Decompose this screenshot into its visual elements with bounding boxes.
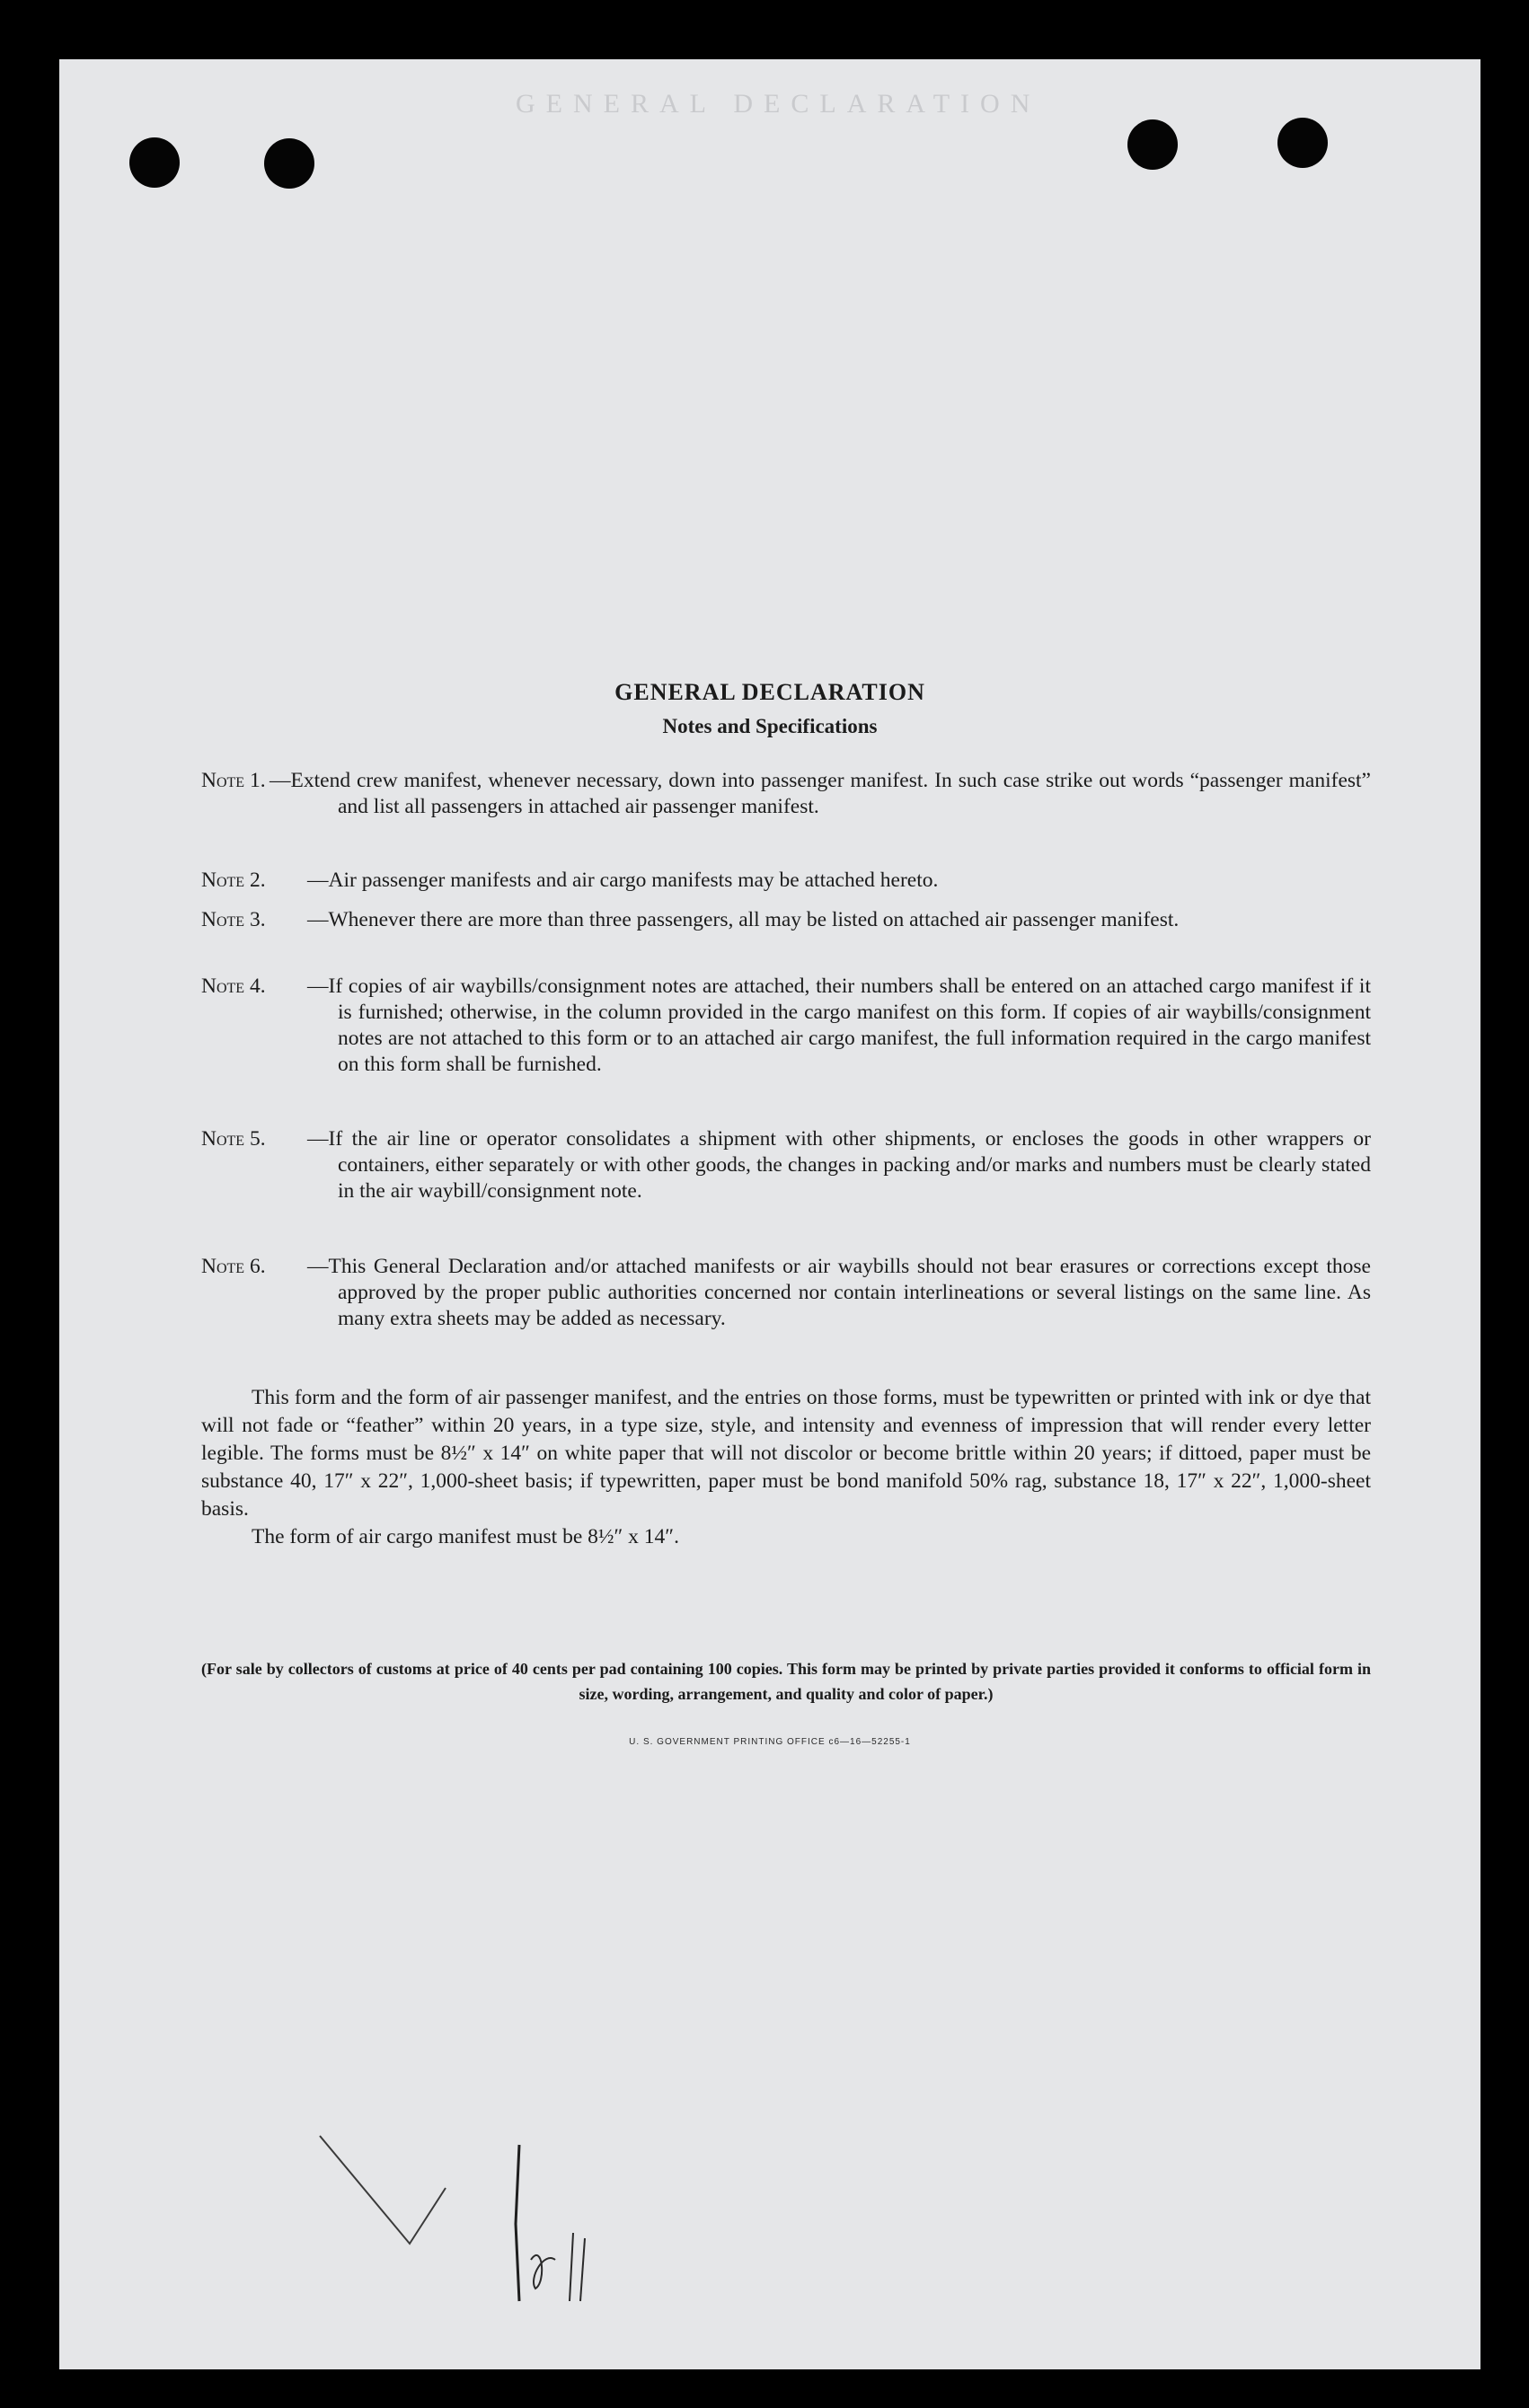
note-label: Note 4.: [201, 975, 266, 998]
page-title: GENERAL DECLARATION: [614, 679, 925, 705]
note-6: [201, 1254, 1371, 1332]
page-subtitle: Notes and Specifications: [662, 715, 878, 737]
bleed-through-heading: GENERAL DECLARATION: [516, 89, 1041, 119]
note-label: Note 6.: [201, 1255, 266, 1278]
note-text: —This General Declaration and/or attached manifests or air waybills should not bear erasures or corrections except those approved by the proper public authorities concerned nor contain interlineations or several listings on the same line. As many extra sheets may be added as necessary.: [307, 1255, 1371, 1330]
note-3: [201, 907, 1371, 933]
handwritten-signature: [311, 2125, 634, 2305]
note-5: [201, 1126, 1371, 1204]
notes-content: [59, 59, 1480, 2369]
note-text: —Air passenger manifests and air cargo manifests may be attached hereto.: [307, 869, 939, 892]
note-1: [201, 768, 1371, 820]
sale-note: (For sale by collectors of customs at price of 40 cents per pad containing 100 copies. This form may be printed by private parties provided it conforms to official form in size, wording, arrangement, and quality and color of paper.): [201, 1660, 1371, 1703]
note-4: [201, 974, 1371, 1078]
specifications-paragraph: [201, 1384, 1371, 1551]
paragraph-text: This form and the form of air passenger manifest, and the entries on those forms, must be typewritten or printed with ink or dye that will not fade or “feather” within 20 years, in a type size, style, and intensity and evenness of impression that will render every letter legible. The forms must be 8½″ x 14″ on white paper that will not discolor or become brittle within 20 years; if dittoed, paper must be substance 40, 17″ x 22″, 1,000-sheet basis; if typewritten, paper must be bond manifold 50% rag, substance 18, 17″ x 22″, 1,000-sheet basis.: [201, 1386, 1371, 1521]
printer-line: U. S. GOVERNMENT PRINTING OFFICE c6—16—52255-1: [629, 1737, 911, 1747]
paragraph-text: The form of air cargo manifest must be 8½″ x 14″.: [252, 1525, 679, 1548]
note-text: —Whenever there are more than three passengers, all may be listed on attached air passenger manifest.: [307, 908, 1180, 931]
note-text: —If copies of air waybills/consignment notes are attached, their numbers shall be entered on an attached cargo manifest if it is furnished; otherwise, in the column provided in the cargo manifest on this form. If copies of air waybills/consignment notes are not attached to this form or to an attached air cargo manifest, the full information required in the cargo manifest on this form shall be furnished.: [307, 975, 1371, 1076]
note-text: —If the air line or operator consolidates a shipment with other shipments, or encloses the goods in other wrappers or containers, either separately or with other goods, the changes in packing and/or marks and numbers must be clearly stated in the air waybill/consignment note.: [307, 1127, 1371, 1203]
note-label: Note 5.: [201, 1127, 266, 1151]
note-label: Note 2.: [201, 869, 266, 892]
note-label: Note 1.: [201, 769, 266, 792]
document-page: [59, 59, 1480, 2369]
note-label: Note 3.: [201, 908, 266, 931]
note-2: [201, 868, 1371, 894]
note-text: —Extend crew manifest, whenever necessary, down into passenger manifest. In such case strike out words “passenger manifest” and list all passengers in attached air passenger manifest.: [270, 769, 1371, 818]
